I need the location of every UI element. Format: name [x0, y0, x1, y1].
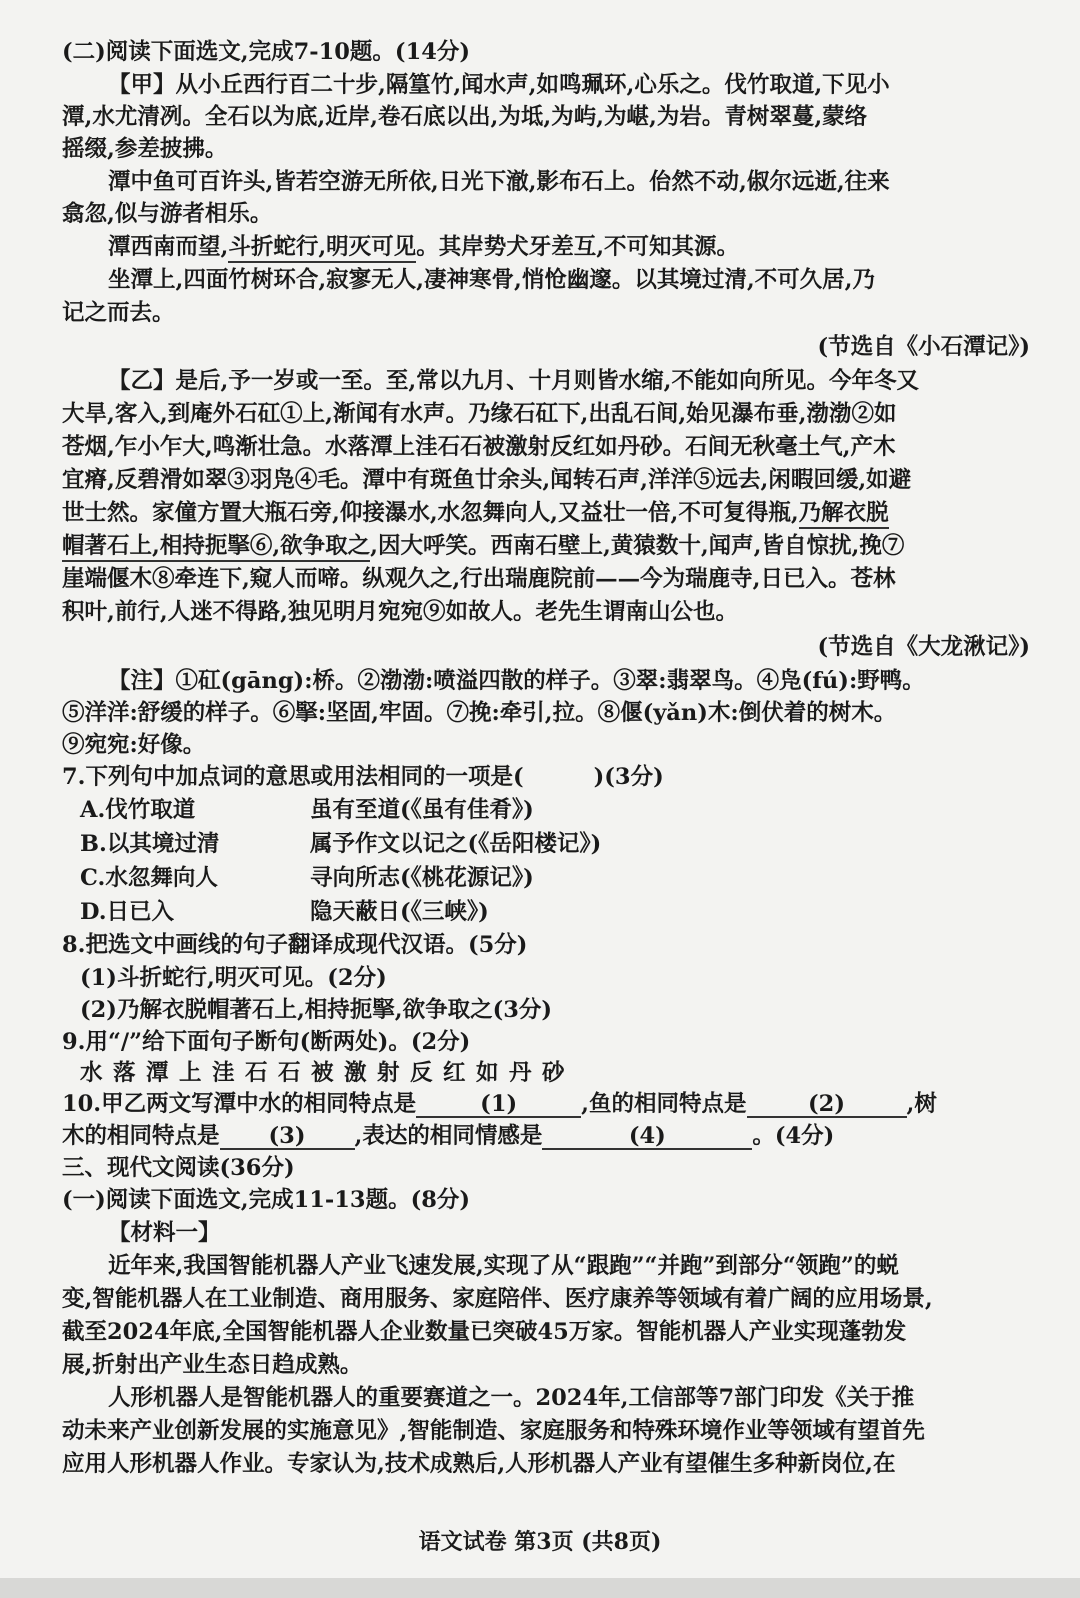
notes-line-3: ⑨宛宛:好像。	[62, 732, 206, 758]
underlined-sentence-2b: 帽著石上,相持扼掔⑥,欲争取之	[62, 533, 370, 562]
notes-line-1: 【注】①矼(gāng):桥。②渤渤:喷溢四散的样子。③翠:翡翠鸟。④凫(fú):野鸭。	[108, 668, 925, 694]
q7-option-a-right: 虽有至道(《虽有佳肴》)	[310, 797, 534, 823]
q10-blank-4[interactable]: (4)	[542, 1124, 752, 1150]
q10-text-5: ,表达的相同情感是	[354, 1123, 543, 1149]
yi-line-4: 宜瘠,反碧滑如翠③羽凫④毛。潭中有斑鱼廿余头,闻转石声,洋洋⑤远去,闲暇回缓,如避	[62, 467, 912, 493]
jia-line-6-lead: 潭西南而望,	[108, 234, 229, 260]
question-10-line-1	[62, 1089, 1022, 1119]
q7-option-b	[80, 829, 1040, 859]
jia-source: (节选自《小石潭记》)	[817, 334, 1030, 360]
q7-option-d	[80, 897, 1040, 927]
q7-option-c	[80, 863, 1040, 893]
material-line-1: 近年来,我国智能机器人产业飞速发展,实现了从“跟跑”“并跑”到部分“领跑”的蜕	[108, 1253, 899, 1279]
material-line-2: 变,智能机器人在工业制造、商用服务、家庭陪伴、医疗康养等领域有着广阔的应用场景,	[62, 1286, 933, 1312]
question-10-line-2	[62, 1121, 1022, 1151]
notes-line-2: ⑤洋洋:舒缓的样子。⑥掔:坚固,牢固。⑦挽:牵引,拉。⑧偃(yǎn)木:倒伏着的树木。	[62, 700, 897, 726]
q7-option-b-right: 属予作文以记之(《岳阳楼记》)	[310, 831, 602, 857]
q10-text-1: 10.甲乙两文写潭中水的相同特点是	[62, 1091, 417, 1117]
question-7-points: )(3分)	[593, 764, 664, 790]
yi-line-5	[62, 498, 1022, 528]
question-7-stem	[62, 762, 1022, 792]
jia-line-1: 【甲】从小丘西行百二十步,隔篁竹,闻水声,如鸣珮环,心乐之。伐竹取道,下见小	[108, 72, 890, 98]
yi-line-6	[62, 531, 1022, 561]
yi-line-2: 大旱,客入,到庵外石矼①上,渐闻有水声。乃缘石矼下,出乱石间,始见瀑布垂,渤渤②如	[62, 401, 897, 427]
q7-option-a	[80, 795, 1040, 825]
q7-option-b-left: B.以其境过清	[80, 831, 220, 857]
underlined-sentence-1: 斗折蛇行,明灭可见	[228, 234, 416, 263]
yi-line-7: 崖端偃木⑧牵连下,窥人而啼。纵观久之,行出瑞鹿院前——今为瑞鹿寺,日已入。苍林	[62, 566, 896, 592]
modern-reading-subheading: (一)阅读下面选文,完成11-13题。(8分)	[62, 1187, 471, 1213]
q7-option-c-right: 寻向所志(《桃花源记》)	[310, 865, 534, 891]
question-8-stem: 8.把选文中画线的句子翻译成现代汉语。(5分)	[62, 932, 528, 958]
q10-text-3: ,树	[906, 1091, 937, 1117]
q10-blank-1[interactable]: (1)	[416, 1092, 581, 1118]
q7-option-d-right: 隐天蔽日(《三峡》)	[310, 899, 489, 925]
yi-line-1: 【乙】是后,予一岁或一至。至,常以九月、十月则皆水缩,不能如向所见。今年冬又	[108, 368, 920, 394]
jia-line-2: 潭,水尤清冽。全石以为底,近岸,卷石底以出,为坻,为屿,为嵁,为岩。青树翠蔓,蒙络	[62, 104, 868, 130]
question-9-stem: 9.用“/”给下面句子断句(断两处)。(2分)	[62, 1029, 471, 1055]
jia-line-3: 摇缀,参差披拂。	[62, 136, 228, 162]
modern-reading-heading: 三、现代文阅读(36分)	[62, 1155, 295, 1181]
yi-source: (节选自《大龙湫记》)	[817, 634, 1030, 660]
question-8-sub-2: (2)乃解衣脱帽著石上,相持扼掔,欲争取之(3分)	[80, 997, 553, 1023]
q10-text-4: 木的相同特点是	[62, 1123, 220, 1149]
jia-line-6-rest: 。其岸势犬牙差互,不可知其源。	[416, 234, 740, 260]
jia-line-4: 潭中鱼可百许头,皆若空游无所依,日光下澈,影布石上。佁然不动,俶尔远逝,往来	[108, 169, 890, 195]
q7-option-a-left: A.伐竹取道	[80, 797, 196, 823]
question-7-text: 7.下列句中加点词的意思或用法相同的一项是(	[62, 764, 524, 790]
q10-text-6: 。(4分)	[752, 1123, 835, 1149]
q10-blank-2[interactable]: (2)	[747, 1092, 907, 1118]
material-label: 【材料一】	[108, 1220, 221, 1246]
jia-line-6	[108, 232, 1068, 262]
q7-option-d-left: D.日已入	[80, 899, 175, 925]
jia-line-8: 记之而去。	[62, 300, 175, 326]
q10-text-2: ,鱼的相同特点是	[581, 1091, 747, 1117]
page-footer: 语文试卷 第3页 (共8页)	[418, 1529, 662, 1555]
question-9-sentence: 水落潭上洼石石被激射反红如丹砂	[80, 1060, 576, 1086]
yi-line-3: 苍烟,乍小乍大,鸣渐壮急。水落潭上洼石石被激射反红如丹砂。石间无秋毫土气,产木	[62, 434, 896, 460]
material-line-6: 动未来产业创新发展的实施意见》,智能制造、家庭服务和特殊环境作业等领域有望首先	[62, 1418, 925, 1444]
scan-edge	[0, 1578, 1080, 1598]
material-line-7: 应用人形机器人作业。专家认为,技术成熟后,人形机器人产业有望催生多种新岗位,在	[62, 1451, 896, 1477]
q10-blank-3[interactable]: (3)	[220, 1124, 355, 1150]
yi-line-5-lead: 世士然。家僮方置大瓶石旁,仰接瀑水,水忽舞向人,又益壮一倍,不可复得瓶,	[62, 500, 799, 526]
question-8-sub-1: (1)斗折蛇行,明灭可见。(2分)	[80, 965, 387, 991]
jia-line-7: 坐潭上,四面竹树环合,寂寥无人,凄神寒骨,悄怆幽邃。以其境过清,不可久居,乃	[108, 267, 876, 293]
jia-line-5: 翕忽,似与游者相乐。	[62, 201, 273, 227]
yi-line-8: 积叶,前行,人迷不得路,独见明月宛宛⑨如故人。老先生谓南山公也。	[62, 599, 739, 625]
q7-option-c-left: C.水忽舞向人	[80, 865, 218, 891]
material-line-3: 截至2024年底,全国智能机器人企业数量已突破45万家。智能机器人产业实现蓬勃发	[62, 1319, 907, 1345]
underlined-sentence-2a: 乃解衣脱	[799, 500, 889, 529]
yi-line-6-rest: ,因大呼笑。西南石壁上,黄猿数十,闻声,皆自惊扰,挽⑦	[370, 533, 905, 559]
material-line-5: 人形机器人是智能机器人的重要赛道之一。2024年,工信部等7部门印发《关于推	[108, 1385, 915, 1411]
section-heading: (二)阅读下面选文,完成7-10题。(14分)	[62, 39, 471, 65]
material-line-4: 展,折射出产业生态日趋成熟。	[62, 1352, 363, 1378]
